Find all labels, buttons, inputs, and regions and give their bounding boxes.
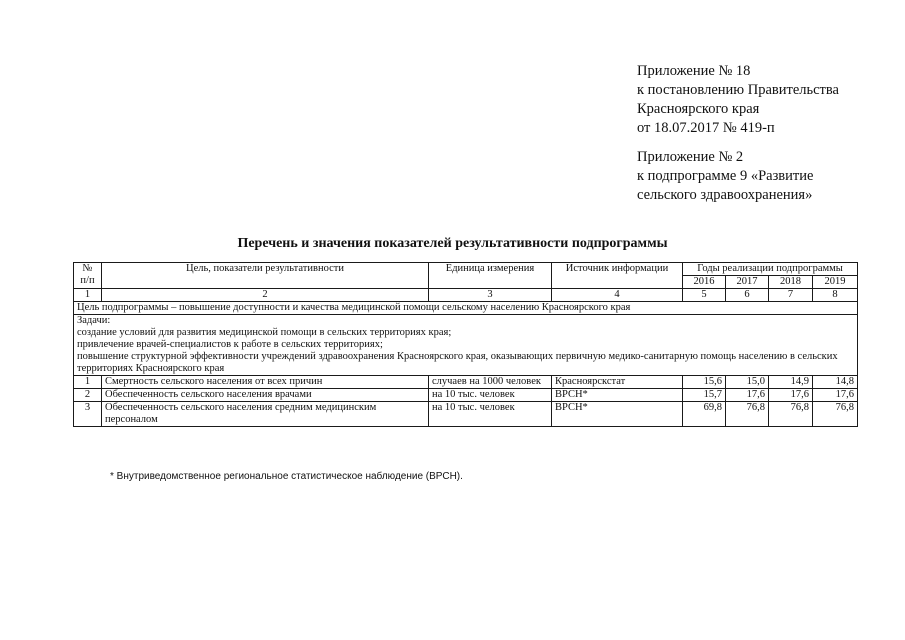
header-year: 2017 [726,276,769,289]
row-value: 15,6 [683,376,726,389]
row-value: 17,6 [769,389,813,402]
header-goal: Цель, показатели результативности [102,263,429,289]
appendix-line: сельского здравоохранения» [637,187,813,203]
header-year: 2016 [683,276,726,289]
appendix-18-header [637,62,839,138]
task-item: создание условий для развития медицинской помощи в сельских территориях края; [77,327,452,338]
column-number: 7 [769,289,813,302]
table-row [74,389,858,402]
row-value: 17,6 [813,389,858,402]
tasks-row [74,315,858,376]
appendix-line: к подпрограмме 9 «Развитие [637,168,814,184]
row-num: 3 [74,402,102,427]
column-number-row [74,289,858,302]
row-value: 15,7 [683,389,726,402]
header-unit: Единица измерения [429,263,552,289]
goal-row [74,302,858,315]
appendix-line: Красноярского края [637,101,760,117]
header-num: № п/п [74,263,102,289]
row-source: Красноярскстат [552,376,683,389]
row-unit: случаев на 1000 человек [429,376,552,389]
row-indicator-name: Обеспеченность сельского населения средним медицинским персоналом [102,402,429,427]
column-number: 8 [813,289,858,302]
column-number: 4 [552,289,683,302]
appendix-line: Приложение № 18 [637,63,751,79]
task-item: повышение структурной эффективности учреждений здравоохранения Красноярского края, оказывающих первичную медико-санитарную помощь населению в сельских территориях Красноярского края [77,351,838,374]
tasks-heading: Задачи: [77,315,111,326]
row-indicator-name: Смертность сельского населения от всех причин [102,376,429,389]
row-value: 69,8 [683,402,726,427]
row-source: ВРСН* [552,402,683,427]
column-number: 3 [429,289,552,302]
footnote: * Внутриведомственное региональное статистическое наблюдение (ВРСН). [110,471,463,482]
header-years-group: Годы реализации подпрограммы [683,263,858,276]
appendix-line: Приложение № 2 [637,149,744,165]
row-value: 14,9 [769,376,813,389]
appendix-line: к постановлению Правительства [637,82,839,98]
row-value: 14,8 [813,376,858,389]
row-value: 76,8 [726,402,769,427]
appendix-line: от 18.07.2017 № 419-п [637,120,775,136]
row-unit: на 10 тыс. человек [429,402,552,427]
header-source: Источник информации [552,263,683,289]
column-number: 1 [74,289,102,302]
table-row [74,376,858,389]
row-indicator-name: Обеспеченность сельского населения врачами [102,389,429,402]
header-year: 2018 [769,276,813,289]
row-unit: на 10 тыс. человек [429,389,552,402]
column-number: 5 [683,289,726,302]
column-number: 2 [102,289,429,302]
row-value: 15,0 [726,376,769,389]
table-header-row [74,263,858,276]
appendix-2-header [637,148,813,205]
row-value: 76,8 [769,402,813,427]
column-number: 6 [726,289,769,302]
row-value: 76,8 [813,402,858,427]
row-num: 2 [74,389,102,402]
document-title: Перечень и значения показателей результативности подпрограммы [237,236,668,251]
table-row [74,402,858,427]
tasks-cell [74,315,858,376]
row-value: 17,6 [726,389,769,402]
header-year: 2019 [813,276,858,289]
goal-text: Цель подпрограммы – повышение доступности и качества медицинской помощи сельскому населению Красноярского края [74,302,858,315]
row-num: 1 [74,376,102,389]
row-source: ВРСН* [552,389,683,402]
indicators-table [73,262,858,427]
task-item: привлечение врачей-специалистов к работе в сельских территориях; [77,339,383,350]
